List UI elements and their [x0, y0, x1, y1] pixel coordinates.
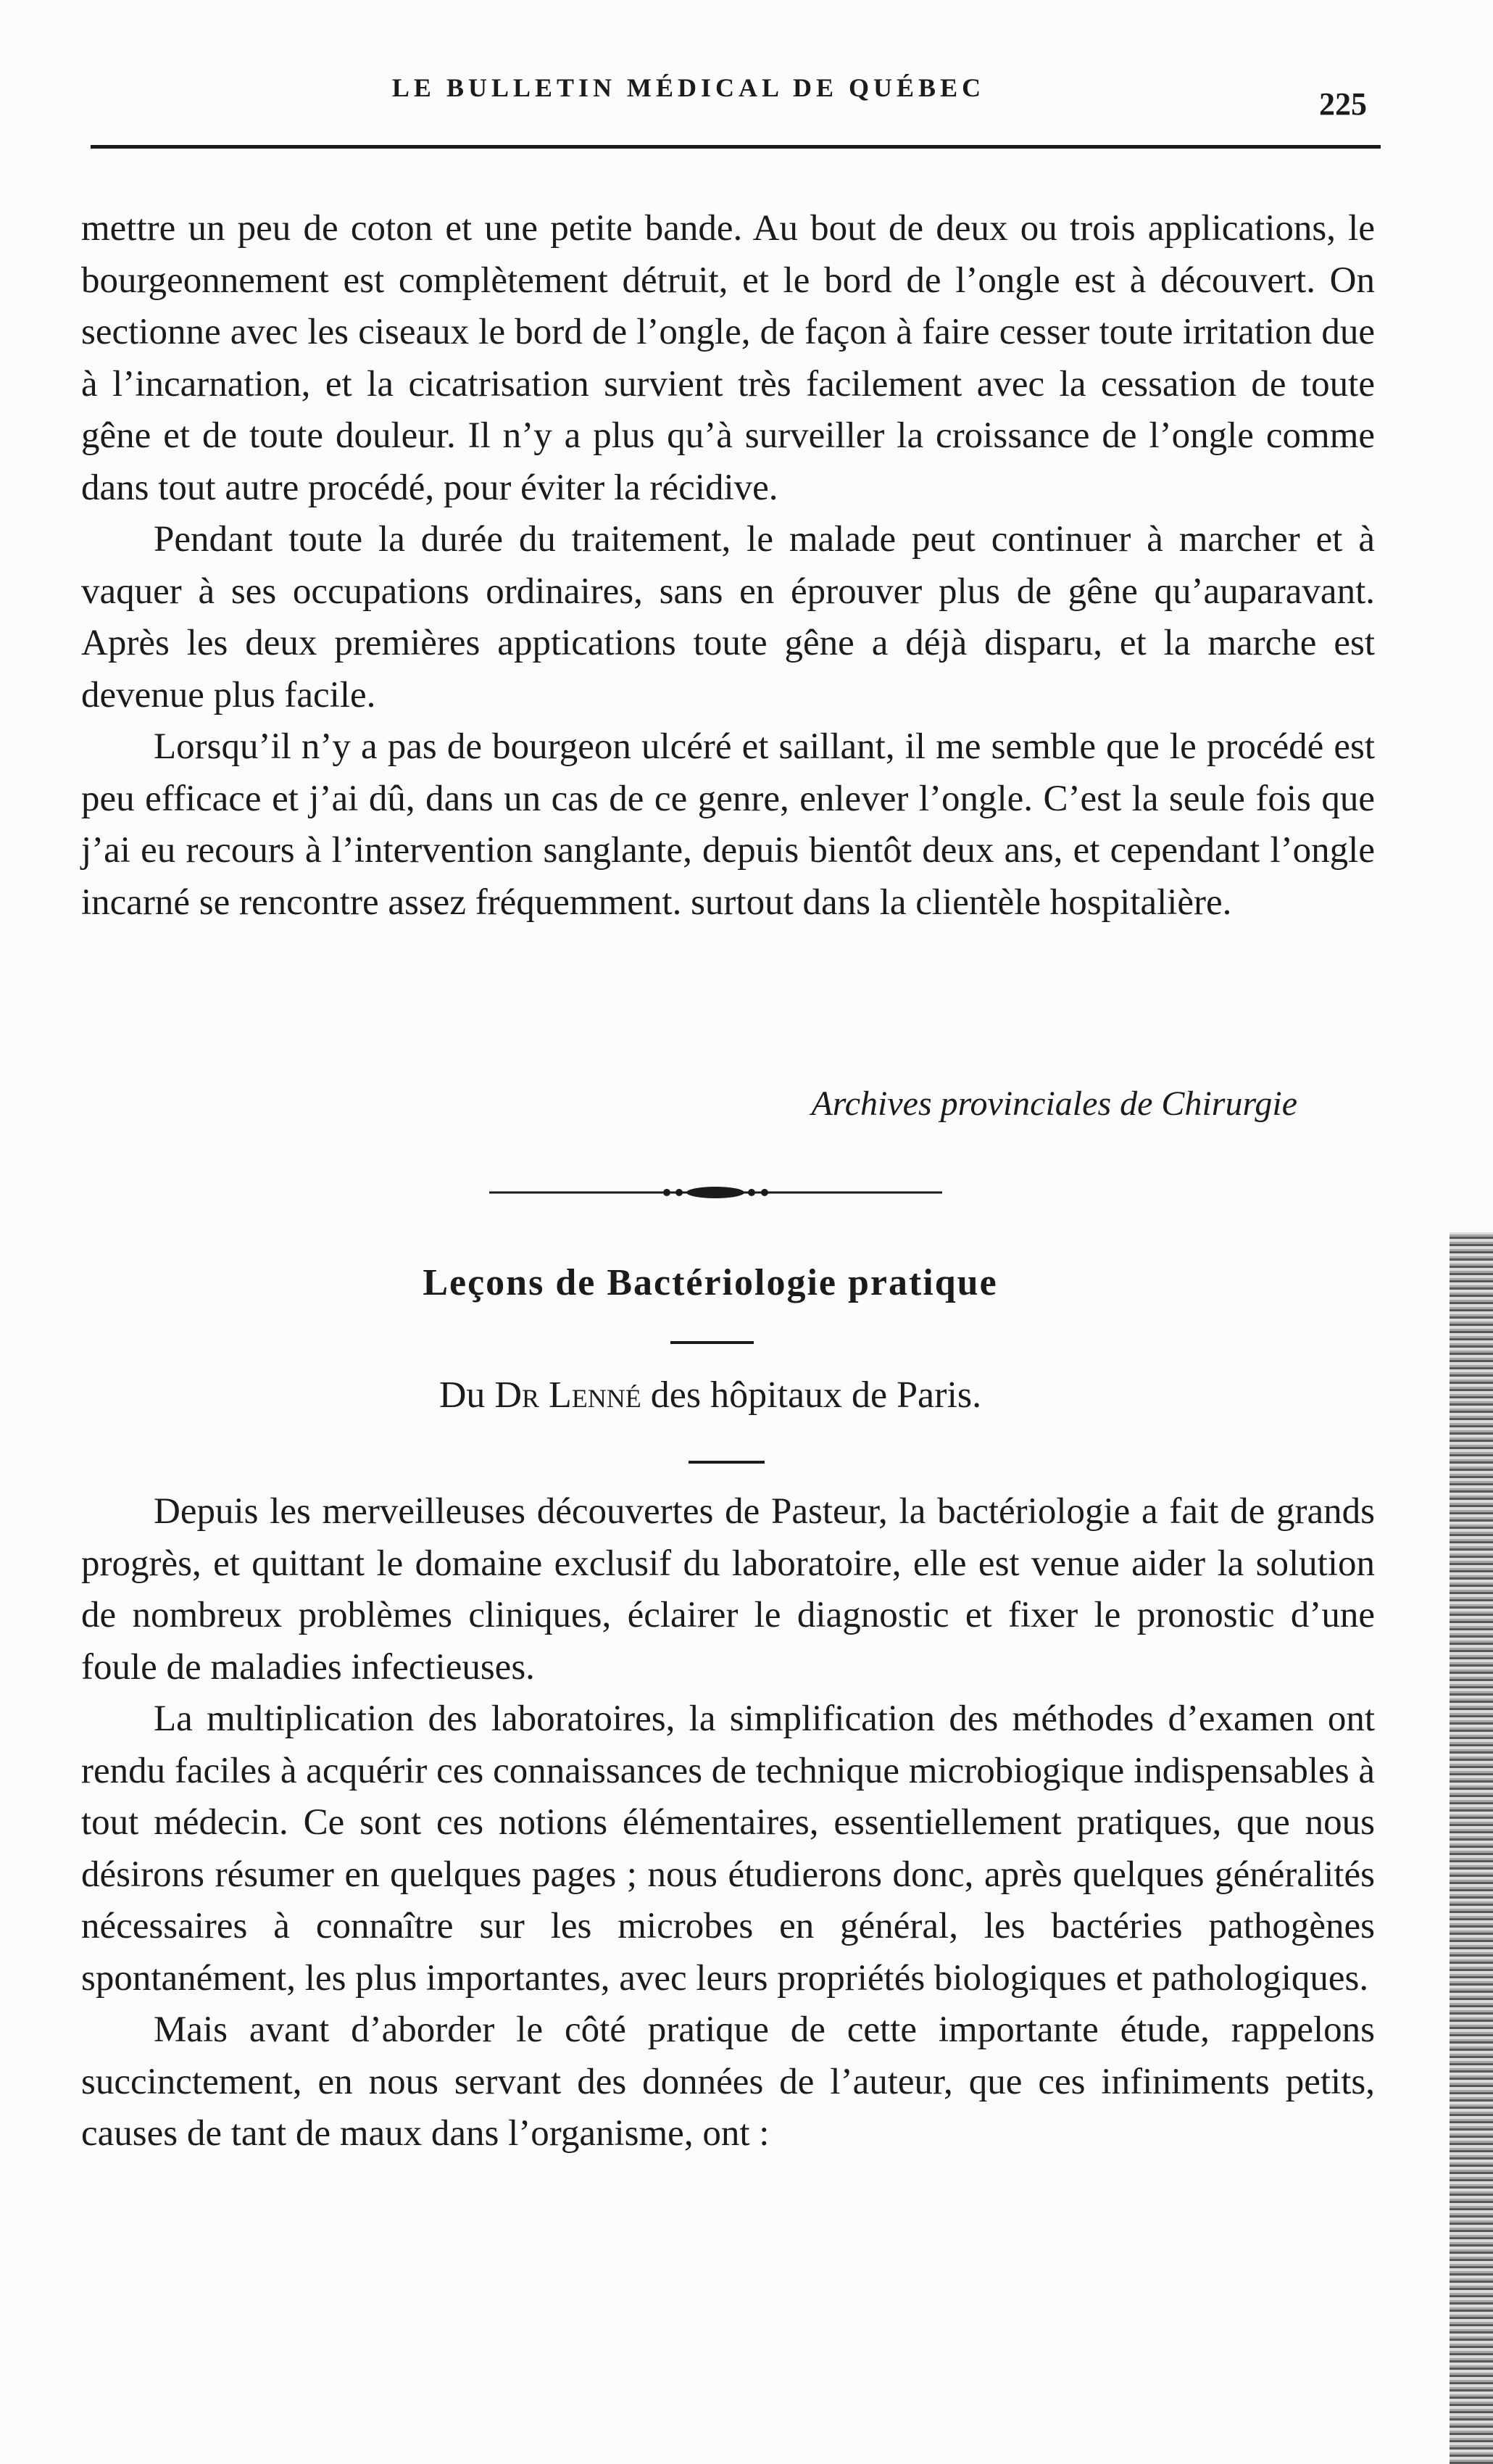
running-header: LE BULLETIN MÉDICAL DE QUÉBEC — [391, 73, 986, 102]
author-affiliation: des hôpitaux de Paris. — [641, 1374, 982, 1416]
author-line — [0, 1374, 1421, 1416]
page-number: 225 — [1319, 86, 1367, 122]
article-continuation — [81, 203, 1375, 929]
author-rule — [689, 1461, 765, 1464]
title-rule — [670, 1341, 754, 1344]
paragraph: mettre un peu de coton et une petite bande. Au bout de deux ou trois applications, le bourgeonnement est complètement détruit, et le bord de l’ongle est à découvert. On sectionne avec les ciseaux le bord de l’ongle, de façon à faire cesser toute irritation due à l’incarnation, et la cicatrisation survient très facilement avec la cessation de toute gêne et de toute douleur. Il n’y a plus qu’à surveiller la croissance de l’ongle comme dans tout autre procédé, pour éviter la récidive. — [81, 208, 1375, 508]
scan-edge — [1450, 1232, 1493, 2464]
article-source: Archives provinciales de Chirurgie — [811, 1084, 1297, 1123]
paragraph: La multiplication des laboratoires, la simplification des méthodes d’examen ont rendu faciles à acquérir ces connaissances de technique microbiogique indispensables à tout médecin. Ce sont ces notions élémentaires, essentiellement pratiques, que nous désirons résumer en quelques pages ; nous étudierons donc, après quelques généralités nécessaires à connaître sur les microbes en général, les bactéries pathogènes spontanément, les plus importantes, avec leurs propriétés biologiques et pathologiques. — [81, 1698, 1375, 1999]
section-title: Leçons de Bactériologie pratique — [423, 1262, 998, 1303]
paragraph: Pendant toute la durée du traitement, le malade peut continuer à marcher et à vaquer à ses occupations ordinaires, sans en éprouver plus de gêne qu’auparavant. Après les deux premières apptications toute gêne a déjà disparu, et la marche est devenue plus facile. — [81, 519, 1375, 715]
header-rule — [91, 145, 1381, 149]
author-name: Dr Lenné — [494, 1374, 641, 1416]
ornament-divider — [489, 1174, 942, 1211]
paragraph: Depuis les merveilleuses découvertes de Pasteur, la bactériologie a fait de grands progrès, et quittant le domaine exclusif du laboratoire, elle est venue aider la solution de nombreux problèmes cliniques, éclairer le diagnostic et fixer le pronostic d’une foule de maladies infectieuses. — [81, 1491, 1375, 1688]
paragraph: Mais avant d’aborder le côté pratique de cette importante étude, rappelons succinctement, en nous servant des données de l’auteur, que ces infiniments petits, causes de tant de maux dans l’organisme, ont : — [81, 2009, 1375, 2154]
article-body — [81, 1486, 1375, 2160]
paragraph: Lorsqu’il n’y a pas de bourgeon ulcéré et saillant, il me semble que le procédé est peu efficace et j’ai dû, dans un cas de ce genre, enlever l’ongle. C’est la seule fois que j’ai eu recours à l’intervention sanglante, depuis bientôt deux ans, et cependant l’ongle incarné se rencontre assez fréquemment. surtout dans la clientèle hospitalière. — [81, 726, 1375, 923]
author-prefix: Du — [438, 1374, 495, 1416]
